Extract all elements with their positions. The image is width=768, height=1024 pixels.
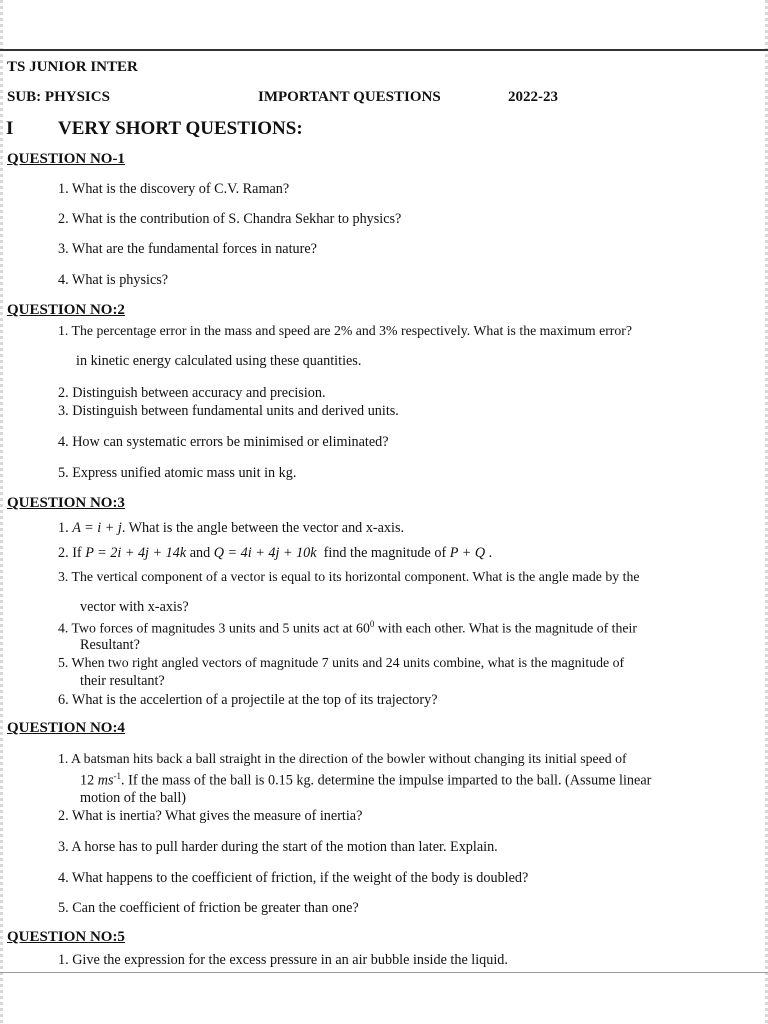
list-item: 6. What is the accelertion of a projectile at the top of its trajectory? [58, 692, 438, 708]
list-item [58, 520, 404, 537]
vector-expression-p: P = 2i + 4j + 14k [85, 545, 187, 561]
item-text: find the magnitude of [323, 545, 447, 561]
list-item: 5. Can the coefficient of friction be greater than one? [58, 900, 359, 916]
list-item: 1. What is the discovery of C.V. Raman? [58, 181, 290, 197]
list-item: 3. A horse has to pull harder during the start of the motion than later. Explain. [58, 839, 498, 855]
vector-expression: A = i + j [72, 520, 122, 536]
list-item: 2. What is the contribution of S. Chandra Sekhar to physics? [58, 211, 402, 227]
section-number: I [6, 118, 14, 139]
list-item: 4. How can systematic errors be minimised or eliminated? [58, 434, 389, 450]
list-item: 3. What are the fundamental forces in nature? [58, 241, 317, 257]
list-item: 3. The vertical component of a vector is equal to its horizontal component. What is the angle made by the [58, 569, 640, 584]
item-text: and [189, 545, 211, 561]
vector-expression-sum: P + Q [449, 545, 486, 561]
top-rule [0, 49, 768, 51]
vector-expression-q: Q = 4i + 4j + 10k [213, 545, 317, 561]
list-item: Resultant? [80, 637, 140, 653]
list-item: 4. What is physics? [58, 272, 169, 288]
list-item: 3. Distinguish between fundamental units and derived units. [58, 403, 399, 419]
list-item: 4. What happens to the coefficient of friction, if the weight of the body is doubled? [58, 870, 529, 886]
list-item [58, 619, 637, 637]
list-item: in kinetic energy calculated using these quantities. [76, 353, 362, 369]
list-item: 5. Express unified atomic mass unit in kg. [58, 465, 297, 481]
item-text: with each other. What is the magnitude of their [374, 620, 637, 636]
list-item: 2. What is inertia? What gives the measure of inertia? [58, 808, 363, 824]
question-heading-2: QUESTION NO:2 [7, 302, 125, 318]
page-edge-left [0, 0, 3, 1024]
section-title: VERY SHORT QUESTIONS: [58, 118, 303, 139]
item-number: 2. If [58, 545, 82, 561]
list-item: 2. Distinguish between accuracy and precision. [58, 385, 326, 401]
list-item: 1. Give the expression for the excess pressure in an air bubble inside the liquid. [58, 952, 508, 968]
item-text: . If the mass of the ball is 0.15 kg. determine the impulse imparted to the ball. (Assume linear [121, 772, 652, 789]
list-item [58, 545, 492, 562]
bottom-rule [0, 972, 768, 973]
item-text: . [488, 545, 493, 561]
list-item: 1. A batsman hits back a ball straight in the direction of the bowler without changing its initial speed of [58, 751, 627, 766]
item-number: 1. [58, 520, 69, 536]
list-item [80, 771, 651, 790]
list-item: 1. The percentage error in the mass and speed are 2% and 3% respectively. What is the maximum error? [58, 323, 633, 338]
question-heading-4: QUESTION NO:4 [7, 720, 125, 736]
list-item: their resultant? [80, 673, 165, 689]
question-heading-5: QUESTION NO:5 [7, 929, 125, 945]
subject-label: SUB: PHYSICS [7, 89, 110, 105]
question-heading-1: QUESTION NO-1 [7, 151, 125, 167]
academic-year: 2022-23 [508, 89, 558, 105]
item-text: . What is the angle between the vector and x-axis. [121, 520, 405, 536]
item-text: 4. Two forces of magnitudes 3 units and 5 units act at 60 [58, 620, 370, 636]
superscript: -1 [113, 771, 122, 781]
section-heading [6, 118, 303, 140]
list-item: 5. When two right angled vectors of magnitude 7 units and 24 units combine, what is the magnitude of [58, 655, 625, 670]
item-text: 12 [80, 772, 98, 789]
list-item: vector with x-axis? [80, 599, 189, 615]
unit-expression: ms [97, 772, 114, 789]
document-title: IMPORTANT QUESTIONS [258, 89, 441, 105]
board-label: TS JUNIOR INTER [7, 59, 138, 75]
list-item: motion of the ball) [80, 790, 186, 806]
question-heading-3: QUESTION NO:3 [7, 495, 125, 511]
superscript: 0 [369, 619, 375, 629]
